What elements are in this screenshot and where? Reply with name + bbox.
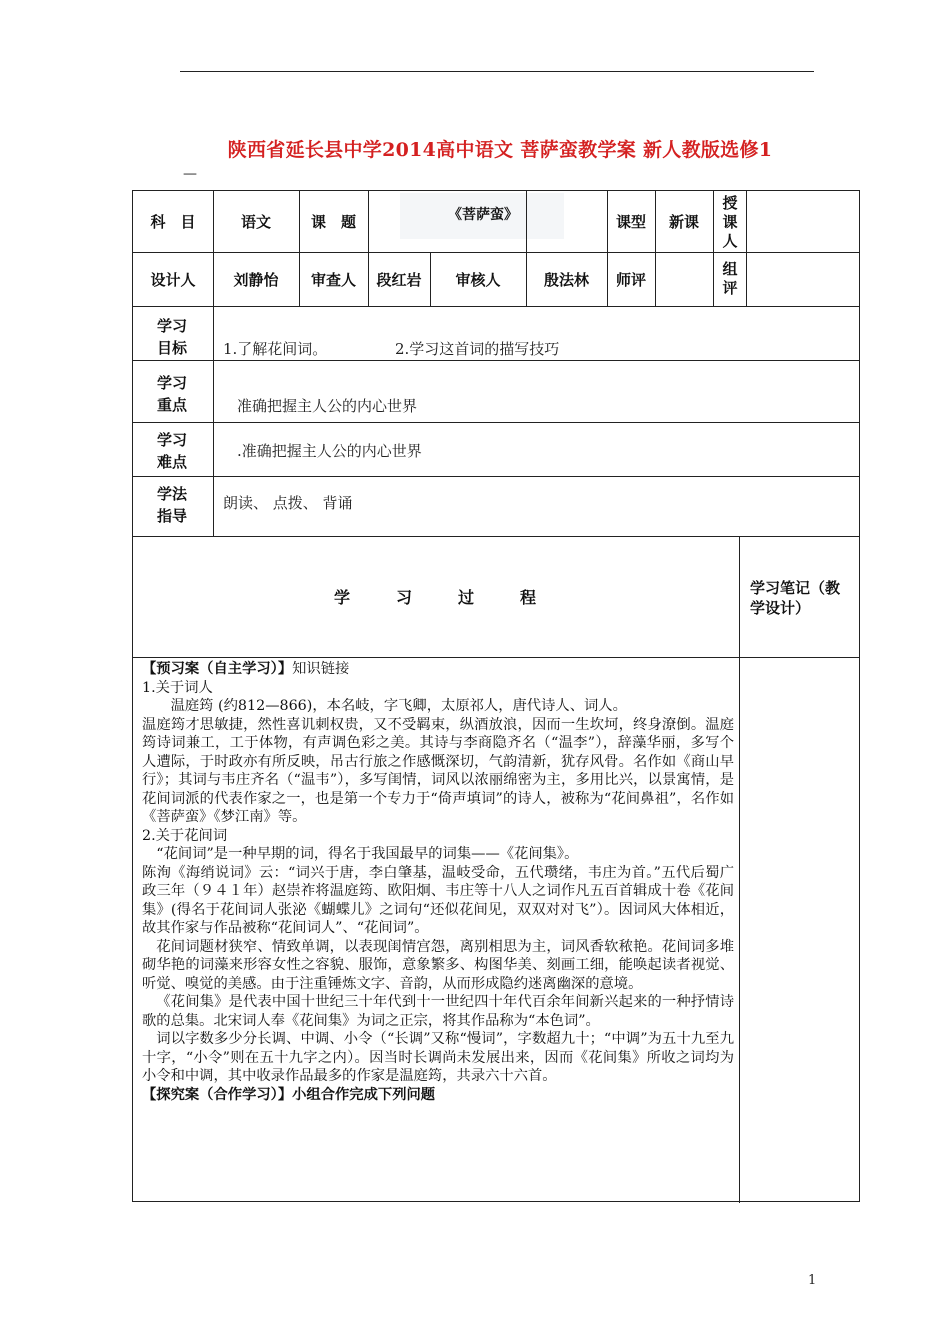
- section-2-para-3: 花间词题材狭窄、情致单调，以表现闺情宫怨，离别相思为主，词风香软秾艳。花间词多堆砌华艳的词藻来形容女性之容貌、服饰，意象繁多、构图华美、刻画工细，能唤起读者视觉、听觉、嗅觉的美感。由于注重锤炼文字、音韵，从而形成隐约迷离幽深的意境。: [142, 938, 734, 992]
- difficulty-label: 学习 难点: [157, 431, 188, 471]
- title-dash: —: [183, 166, 197, 182]
- explore-heading: 【探究案（合作学习）】小组合作完成下列问题: [142, 1086, 436, 1103]
- teacher-label: 授课人: [722, 194, 738, 250]
- comment-value: [655, 252, 713, 306]
- section-2-para-5: 词以字数多少分长调、中调、小令（“长调”又称“慢词”，字数超九十；“中调”为五十九至九十字，“小令”则在五十九字之内）。因当时长调尚未发展出来，因而《花间集》所收之词均为小令和中调，其中收录作品最多的作家是温庭筠，共录六十六首。: [142, 1031, 734, 1084]
- reviewer-label: 审查人: [310, 270, 356, 289]
- section-2-para-4: 《花间集》是代表中国十世纪三十年代到十一世纪四十年代百余年间新兴起来的一种抒情诗歌的总集。北宋词人奉《花间集》为词之正宗，将其作品称为“本色词”。: [142, 994, 734, 1029]
- key-label: 学习 重点: [157, 374, 188, 414]
- approver-label: 审核人: [455, 270, 501, 289]
- goals-item-1: 1.了解花间词。: [223, 340, 328, 358]
- topic-value: 《菩萨蛮》: [448, 207, 518, 223]
- process-heading: 学 习 过 程: [333, 588, 539, 607]
- notes-heading: 学习笔记（教学设计）: [750, 579, 841, 617]
- approver-value: 殷法林: [543, 270, 589, 289]
- section-2-para-2: 陈洵《海绡说词》云：“词兴于唐，李白肇基，温岐受命，五代瓒绪，韦庄为首。”五代后蜀广政三年（９４１年）赵崇祚将温庭筠、欧阳炯、韦庄等十八人之词作凡五百首辑成十卷《花间集》(得名于花间词人张泌《蝴蝶儿》之词句“还似花间见，双双对对飞”）。因词风大体相近，故其作家与作品被称“花间词人”、“花间词”。: [142, 864, 734, 936]
- group-value: [747, 252, 859, 306]
- key-text: 准确把握主人公的内心世界: [237, 397, 418, 415]
- section-1-title: 1.关于词人: [142, 679, 213, 696]
- designer-label: 设计人: [150, 270, 196, 289]
- section-2-title: 2.关于花间词: [142, 827, 228, 844]
- difficulty-text: .准确把握主人公的内心世界: [237, 442, 422, 460]
- section-1-body: 温庭筠才思敏捷，然性喜讥刺权贵，又不受羁束，纵酒放浪，因而一生坎坷，终身潦倒。温庭筠诗词兼工，工于体物，有声调色彩之美。其诗与李商隐齐名（“温李”），辞藻华丽，多写个人遭际，于时政亦有所反映，吊古行旅之作感慨深切，气韵清新，犹存风骨。名作如《商山早行》；其词与韦庄齐名（“温韦”），多写闺情，词风以浓丽绵密为主，多用比兴，以景寓情，是花间词派的代表作家之一，也是第一个专力于“倚声填词”的诗人，被称为“花间鼻祖”，名作如《菩萨蛮》《梦江南》等。: [142, 716, 734, 825]
- topic-label: 课 题: [310, 213, 356, 231]
- section-1-intro: 温庭筠 (约812—866)，本名岐，字飞卿，太原祁人，唐代诗人、词人。: [170, 698, 627, 714]
- page-number: 1: [808, 1273, 817, 1288]
- lesson-content: [142, 660, 734, 1104]
- method-label: 学法 指导: [157, 485, 188, 525]
- subject-value: 语文: [240, 213, 271, 231]
- header-rule: [180, 71, 814, 72]
- method-text: 朗读、 点拨、 背诵: [223, 494, 353, 512]
- teacher-value: [747, 191, 859, 252]
- designer-value: 刘静怡: [233, 270, 279, 289]
- type-value: 新课: [668, 213, 699, 231]
- type-label: 课型: [615, 213, 646, 231]
- section-2-para-1: “花间词”是一种早期的词，得名于我国最早的词集——《花间集》。: [156, 846, 579, 862]
- comment-label: 师评: [615, 270, 646, 289]
- subject-label: 科 目: [150, 213, 196, 231]
- page-title: 陕西省延长县中学2014高中语文 菩萨蛮教学案 新人教版选修1: [227, 139, 773, 161]
- goals-item-2: 2.学习这首词的描写技巧: [395, 340, 560, 358]
- preview-heading: 【预习案（自主学习）】知识链接: [142, 661, 350, 677]
- goals-label: 学习 目标: [157, 317, 188, 357]
- reviewer-value: 段红岩: [376, 270, 422, 289]
- group-label: 组评: [722, 260, 738, 297]
